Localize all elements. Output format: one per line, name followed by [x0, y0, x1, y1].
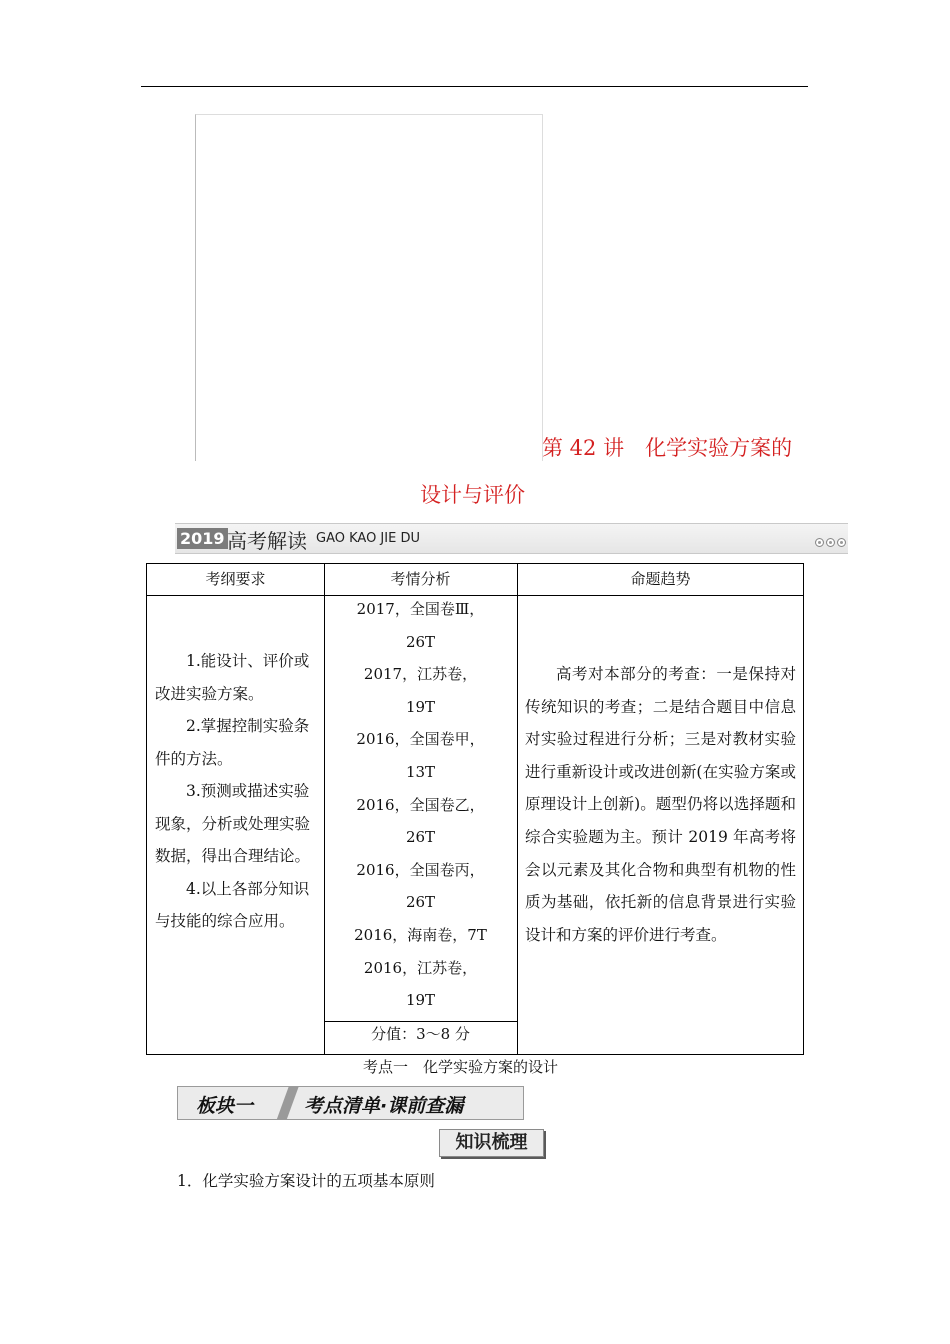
banner-dots-icon [813, 532, 846, 551]
score-cell: 分值：3～8 分 [371, 1025, 470, 1043]
analysis-line: 13T [405, 762, 436, 781]
table-header-trend: 命题趋势 [630, 570, 691, 588]
table-header-analysis: 考情分析 [390, 570, 451, 588]
block-banner [177, 1086, 524, 1120]
lecture-title-line-2: 设计与评价 [420, 483, 525, 507]
analysis-line: 19T [405, 991, 436, 1010]
trend-cell [525, 658, 796, 951]
block-label: 板块一 [196, 1095, 254, 1117]
analysis-cell [324, 593, 517, 1017]
slash-divider-icon [275, 1086, 300, 1120]
table-divider [517, 564, 518, 1054]
table-header-requirements: 考纲要求 [205, 570, 266, 588]
banner-label: 高考解读 [227, 529, 307, 553]
analysis-line: 26T [405, 893, 436, 912]
trend-text: 高考对本部分的考查：一是保持对传统知识的考查；二是结合题目中信息对实验过程进行分析；三是对教材实验进行重新设计或改进创新(在实验方案或原理设计上创新)。题型仍将以选择题和综合实验题为主。预计 2019 年高考将会以元素及其化合物和典型有机物的性质为基础，依托新的信息背景进行实验设计和方案的评价进行考查。 [525, 665, 796, 944]
banner-label-en: GAO KAO JIE DU [316, 531, 420, 546]
analysis-line: 26T [405, 828, 436, 847]
analysis-line: 2016，海南卷，7T [354, 925, 487, 944]
header-rule [141, 86, 808, 87]
analysis-line: 2016，全国卷丙， [356, 860, 485, 879]
requirements-cell [155, 645, 315, 938]
requirement-item: 4.以上各部分知识与技能的综合应用。 [155, 879, 310, 930]
analysis-line: 2017，全国卷Ⅲ， [356, 600, 485, 618]
analysis-line: 26T [405, 632, 436, 651]
knowledge-badge: 知识梳理 [439, 1129, 544, 1157]
analysis-line: 2016，全国卷甲， [356, 730, 485, 749]
section-heading: 考点一 化学实验方案的设计 [363, 1058, 559, 1076]
requirement-item: 2.掌握控制实验条件的方法。 [155, 717, 310, 768]
analysis-line: 2017，江苏卷， [363, 665, 478, 684]
requirement-item: 1.能设计、评价或改进实验方案。 [155, 652, 310, 703]
analysis-line: 2016，全国卷乙， [356, 795, 485, 814]
banner-year: 2019 [177, 528, 228, 549]
analysis-line: 2016，江苏卷， [363, 958, 478, 977]
exam-interpretation-banner [175, 523, 848, 554]
list-item: 1．化学实验方案设计的五项基本原则 [177, 1172, 435, 1190]
image-placeholder [195, 114, 543, 461]
lecture-title-line-1: 第 42 讲 化学实验方案的 [542, 436, 793, 460]
requirement-item: 3.预测或描述实验现象，分析或处理实验数据，得出合理结论。 [155, 782, 311, 865]
analysis-line: 19T [405, 697, 436, 716]
block-sublabel: 考点清单·课前查漏 [304, 1095, 464, 1117]
